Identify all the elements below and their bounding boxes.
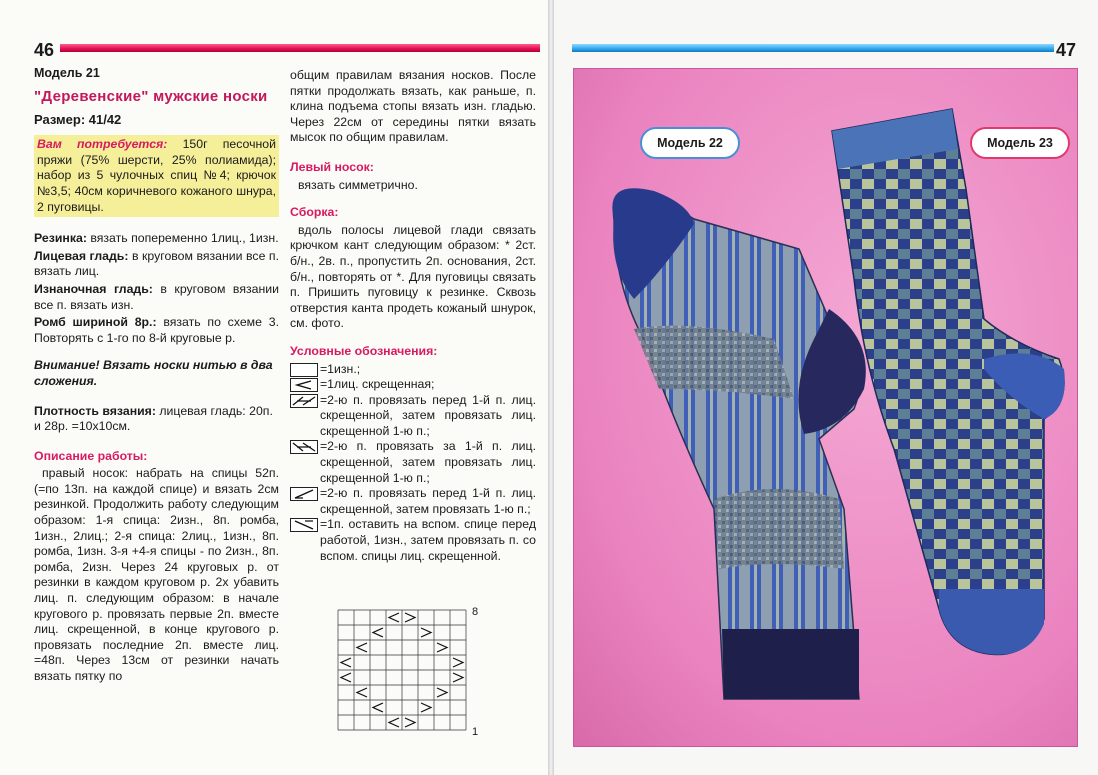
- right-column: [290, 68, 536, 564]
- cross-right-icon: [290, 440, 318, 454]
- legend-item: [290, 362, 536, 378]
- work-text: правый носок: набрать на спицы 52п. (=по 13п. на каждой спице) и вязать 2см резинкой. Продолжить работу следующим образом: 1-я спица: 2изн., 8п. ромба, 1изн., 2лиц.; 2-я спица: 2лиц., 1изн., 8п. ромба, 1изн. 3-я +4-я спицы - по 2изн., 8п. ромба, 2изн. Через 24 круговых р. от резинки в каждом круговом р. 2х убавить лиц. п. следующим образом: в начале кругового р. провязать первые 2п. вместе лиц. скрещенной, в конце кругового р. провязать последние 2п. вместе лиц. =48п. Через 13см от резинки начать вязать пятку по: [34, 466, 279, 683]
- cross-back-purl-icon: [290, 518, 318, 532]
- legend-text: =1п. оставить на вспом. спице перед работой, 1изн., затем провязать п. со вспом. спицы лиц. скрещенной.: [320, 517, 536, 563]
- chart-stitch-symbol: [437, 643, 447, 652]
- legend-item: [290, 393, 536, 440]
- knitting-chart: [334, 606, 474, 743]
- left-sock-text: вязать симметрично.: [298, 177, 418, 192]
- legend-text: =2-ю п. провязать перед 1-й п. лиц. скрещенной, затем провязать 1-ю п.;: [320, 486, 536, 516]
- technique-text: в круговом вязании все п. вязать лиц.: [34, 248, 280, 279]
- assembly-heading: Сборка:: [290, 205, 339, 220]
- chart-stitch-symbol: [389, 718, 399, 727]
- size-line: Размер: 41/42: [34, 111, 122, 127]
- cross-left-icon: [290, 394, 318, 408]
- legend-text: =1лиц. скрещенная;: [320, 377, 435, 392]
- article-title: "Деревенские" мужские носки: [34, 87, 268, 105]
- gauge-text: лицевая гладь: 20п. и 28р. =10х10см.: [34, 403, 273, 434]
- left-page: [0, 0, 548, 775]
- materials-block: [34, 135, 279, 217]
- technique-term: Изнаночная гладь:: [34, 281, 153, 296]
- left-column: [34, 66, 279, 687]
- chart-stitch-symbol: [341, 658, 351, 667]
- assembly-text: вдоль полосы лицевой глади связать крючком кант следующим образом: * 2ст. б/н., 2в. п., пропустить 2п. основания, 2ст. б/н., повторять от *. Для пуговицы связать п. Пришить пуговицу к резинке. Сквозь отверстия канта продеть кожаный шнурок, см. фото.: [290, 222, 536, 331]
- technique-stockinette: [34, 249, 279, 280]
- chart-stitch-symbol: [405, 718, 415, 727]
- chart-stitch-symbol: [357, 688, 367, 697]
- technique-text: вязать попеременно 1лиц., 1изн.: [90, 231, 279, 246]
- socks-illustration: [574, 69, 1077, 746]
- chart-stitch-symbol: [341, 673, 351, 682]
- right-page: [554, 0, 1098, 775]
- legend-heading: Условные обозначения:: [290, 343, 438, 358]
- chart-grid: [334, 606, 474, 738]
- chart-stitch-symbol: [373, 628, 383, 637]
- warning-note: Внимание! Вязать носки нитью в два сложения.: [34, 358, 273, 388]
- chart-row-top-label: 8: [472, 606, 479, 618]
- technique-rhombus: [34, 315, 279, 346]
- legend-text: =2-ю п. провязать за 1-й п. лиц. скрещенной, затем провязать лиц. скрещенной 1-ю п.;: [320, 439, 536, 485]
- chart-stitch-symbol: [421, 703, 431, 712]
- purl-symbol-icon: [290, 363, 318, 377]
- legend-item: [290, 439, 536, 486]
- technique-reverse: [34, 282, 279, 313]
- badge-model-23: Модель 23: [970, 127, 1070, 159]
- materials-text: 150г песочной пряжи (75% шерсти, 25% полиамида); набор из 5 чулочных спиц №4; крючок №3,5; 40см коричневого кожаного шнура, 2 пуговицы.: [37, 137, 276, 214]
- chart-stitch-symbol: [389, 613, 399, 622]
- work-heading: Описание работы:: [34, 448, 148, 463]
- technique-text: в круговом вязании все п. вязать изн.: [34, 281, 279, 312]
- header-bar-red: [60, 44, 540, 52]
- legend-text: =2-ю п. провязать перед 1-й п. лиц. скрещенной, затем провязать лиц. скрещенной 1-ю п.;: [320, 392, 536, 438]
- legend-item: [290, 486, 536, 517]
- badge-model-22: Модель 22: [640, 127, 740, 159]
- legend-item: [290, 517, 536, 564]
- gauge-term: Плотность вязания:: [34, 403, 156, 418]
- technique-term: Лицевая гладь:: [34, 248, 129, 263]
- technique-term: Ромб шириной 8р.:: [34, 315, 157, 330]
- chart-stitch-symbol: [421, 628, 431, 637]
- cross-left-purl-icon: [290, 487, 318, 501]
- header-bar-blue: [572, 44, 1054, 52]
- chart-stitch-symbol: [453, 658, 463, 667]
- chart-stitch-symbol: [437, 688, 447, 697]
- page-number-left: 46: [34, 40, 55, 60]
- chart-row-bottom-label: 1: [472, 726, 479, 738]
- materials-heading: Вам потребуется:: [37, 137, 168, 152]
- chart-stitch-symbol: [405, 613, 415, 622]
- technique-rib: [34, 231, 279, 247]
- chart-stitch-symbol: [373, 703, 383, 712]
- legend-item: [290, 377, 536, 393]
- page-number-right: 47: [1056, 40, 1077, 60]
- model-label: Модель 21: [34, 66, 100, 80]
- chart-stitch-symbol: [357, 643, 367, 652]
- gauge-line: [34, 404, 279, 435]
- technique-term: Резинка:: [34, 231, 87, 246]
- legend-text: =1изн.;: [320, 361, 361, 376]
- technique-text: вязать по схеме 3. Повторять с 1-го по 8-й круговые р.: [34, 315, 279, 345]
- socks-photo: [573, 68, 1078, 747]
- col2-intro: общим правилам вязания носков. После пятки продолжать вязать, как раньше, п. клина подъема стопы вязать изн. гладью. Через 22см от середины пятки вязать мысок по общим правилам.: [290, 68, 536, 145]
- crossed-knit-icon: [290, 378, 318, 392]
- left-sock-heading: Левый носок:: [290, 159, 374, 174]
- chart-stitch-symbol: [453, 673, 463, 682]
